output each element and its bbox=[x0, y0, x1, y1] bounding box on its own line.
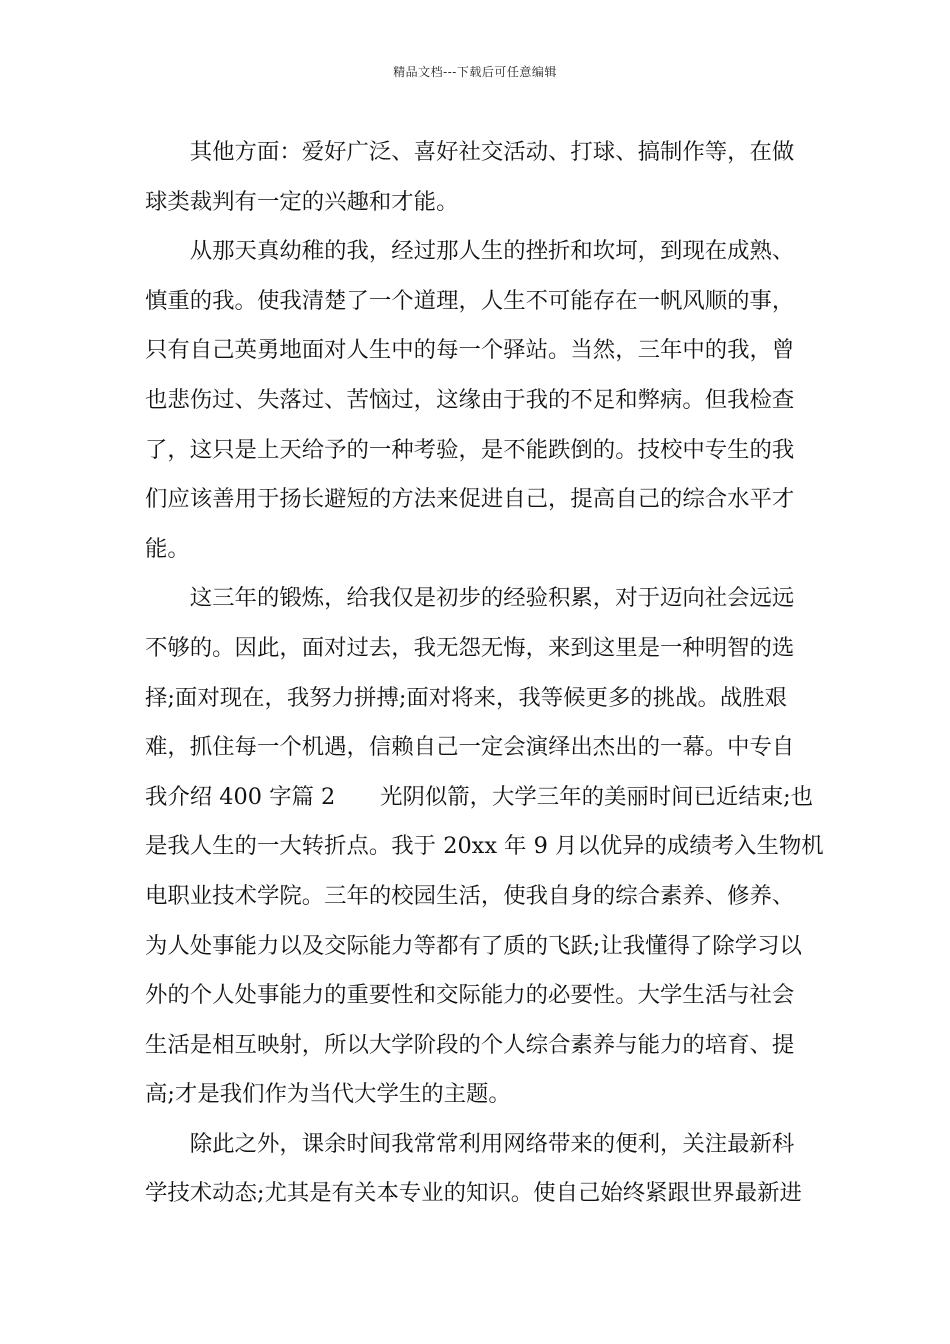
text-line: 也悲伤过、失落过、苦恼过，这缘由于我的不足和弊病。但我检查 bbox=[145, 386, 795, 413]
text-line: 是我人生的一大转折点。我于 20xx 年 9 月以优异的成绩考入生物机 bbox=[145, 833, 824, 860]
document-body bbox=[145, 128, 824, 1219]
text-line: 我介绍 400 字篇 2 光阴似箭，大学三年的美丽时间已近结束;也 bbox=[145, 783, 814, 810]
text-line: 为人处事能力以及交际能力等都有了质的飞跃;让我懂得了除学习以 bbox=[145, 932, 802, 959]
text-line: 只有自己英勇地面对人生中的每一个驿站。当然，三年中的我，曾 bbox=[145, 337, 795, 364]
text-line: 难，抓住每一个机遇，信赖自己一定会演绎出杰出的一幕。中专自 bbox=[145, 734, 795, 761]
text-line: 这三年的锻炼，给我仅是初步的经验积累，对于迈向社会远远 bbox=[145, 585, 795, 612]
text-line: 不够的。因此，面对过去，我无怨无悔，来到这里是一种明智的选 bbox=[145, 634, 795, 661]
text-line: 外的个人处事能力的重要性和交际能力的必要性。大学生活与社会 bbox=[145, 982, 795, 1009]
text-line: 电职业技术学院。三年的校园生活，使我自身的综合素养、修养、 bbox=[145, 882, 795, 909]
page-header: 精品文档---下载后可任意编辑 bbox=[393, 65, 557, 79]
text-line: 高;才是我们作为当代大学生的主题。 bbox=[145, 1081, 511, 1108]
text-line: 能。 bbox=[145, 535, 190, 562]
text-line: 除此之外，课余时间我常常利用网络带来的便利，关注最新科 bbox=[145, 1130, 795, 1157]
text-line: 们应该善用于扬长避短的方法来促进自己，提高自己的综合水平才 bbox=[145, 486, 795, 513]
text-line: 其他方面：爱好广泛、喜好社交活动、打球、搞制作等，在做 bbox=[145, 139, 795, 165]
text-line: 生活是相互映射，所以大学阶段的个人综合素养与能力的培育、提 bbox=[145, 1031, 795, 1058]
text-line: 择;面对现在，我努力拼搏;面对将来，我等候更多的挑战。战胜艰 bbox=[145, 684, 788, 711]
text-line: 学技术动态;尤其是有关本专业的知识。使自己始终紧跟世界最新进 bbox=[145, 1180, 802, 1207]
text-line: 从那天真幼稚的我，经过那人生的挫折和坎坷，到现在成熟、 bbox=[145, 238, 795, 265]
text-line: 了，这只是上天给予的一种考验，是不能跌倒的。技校中专生的我 bbox=[145, 436, 795, 463]
text-line: 球类裁判有一定的兴趣和才能。 bbox=[145, 188, 459, 215]
text-line: 慎重的我。使我清楚了一个道理，人生不可能存在一帆风顺的事， bbox=[145, 287, 795, 314]
